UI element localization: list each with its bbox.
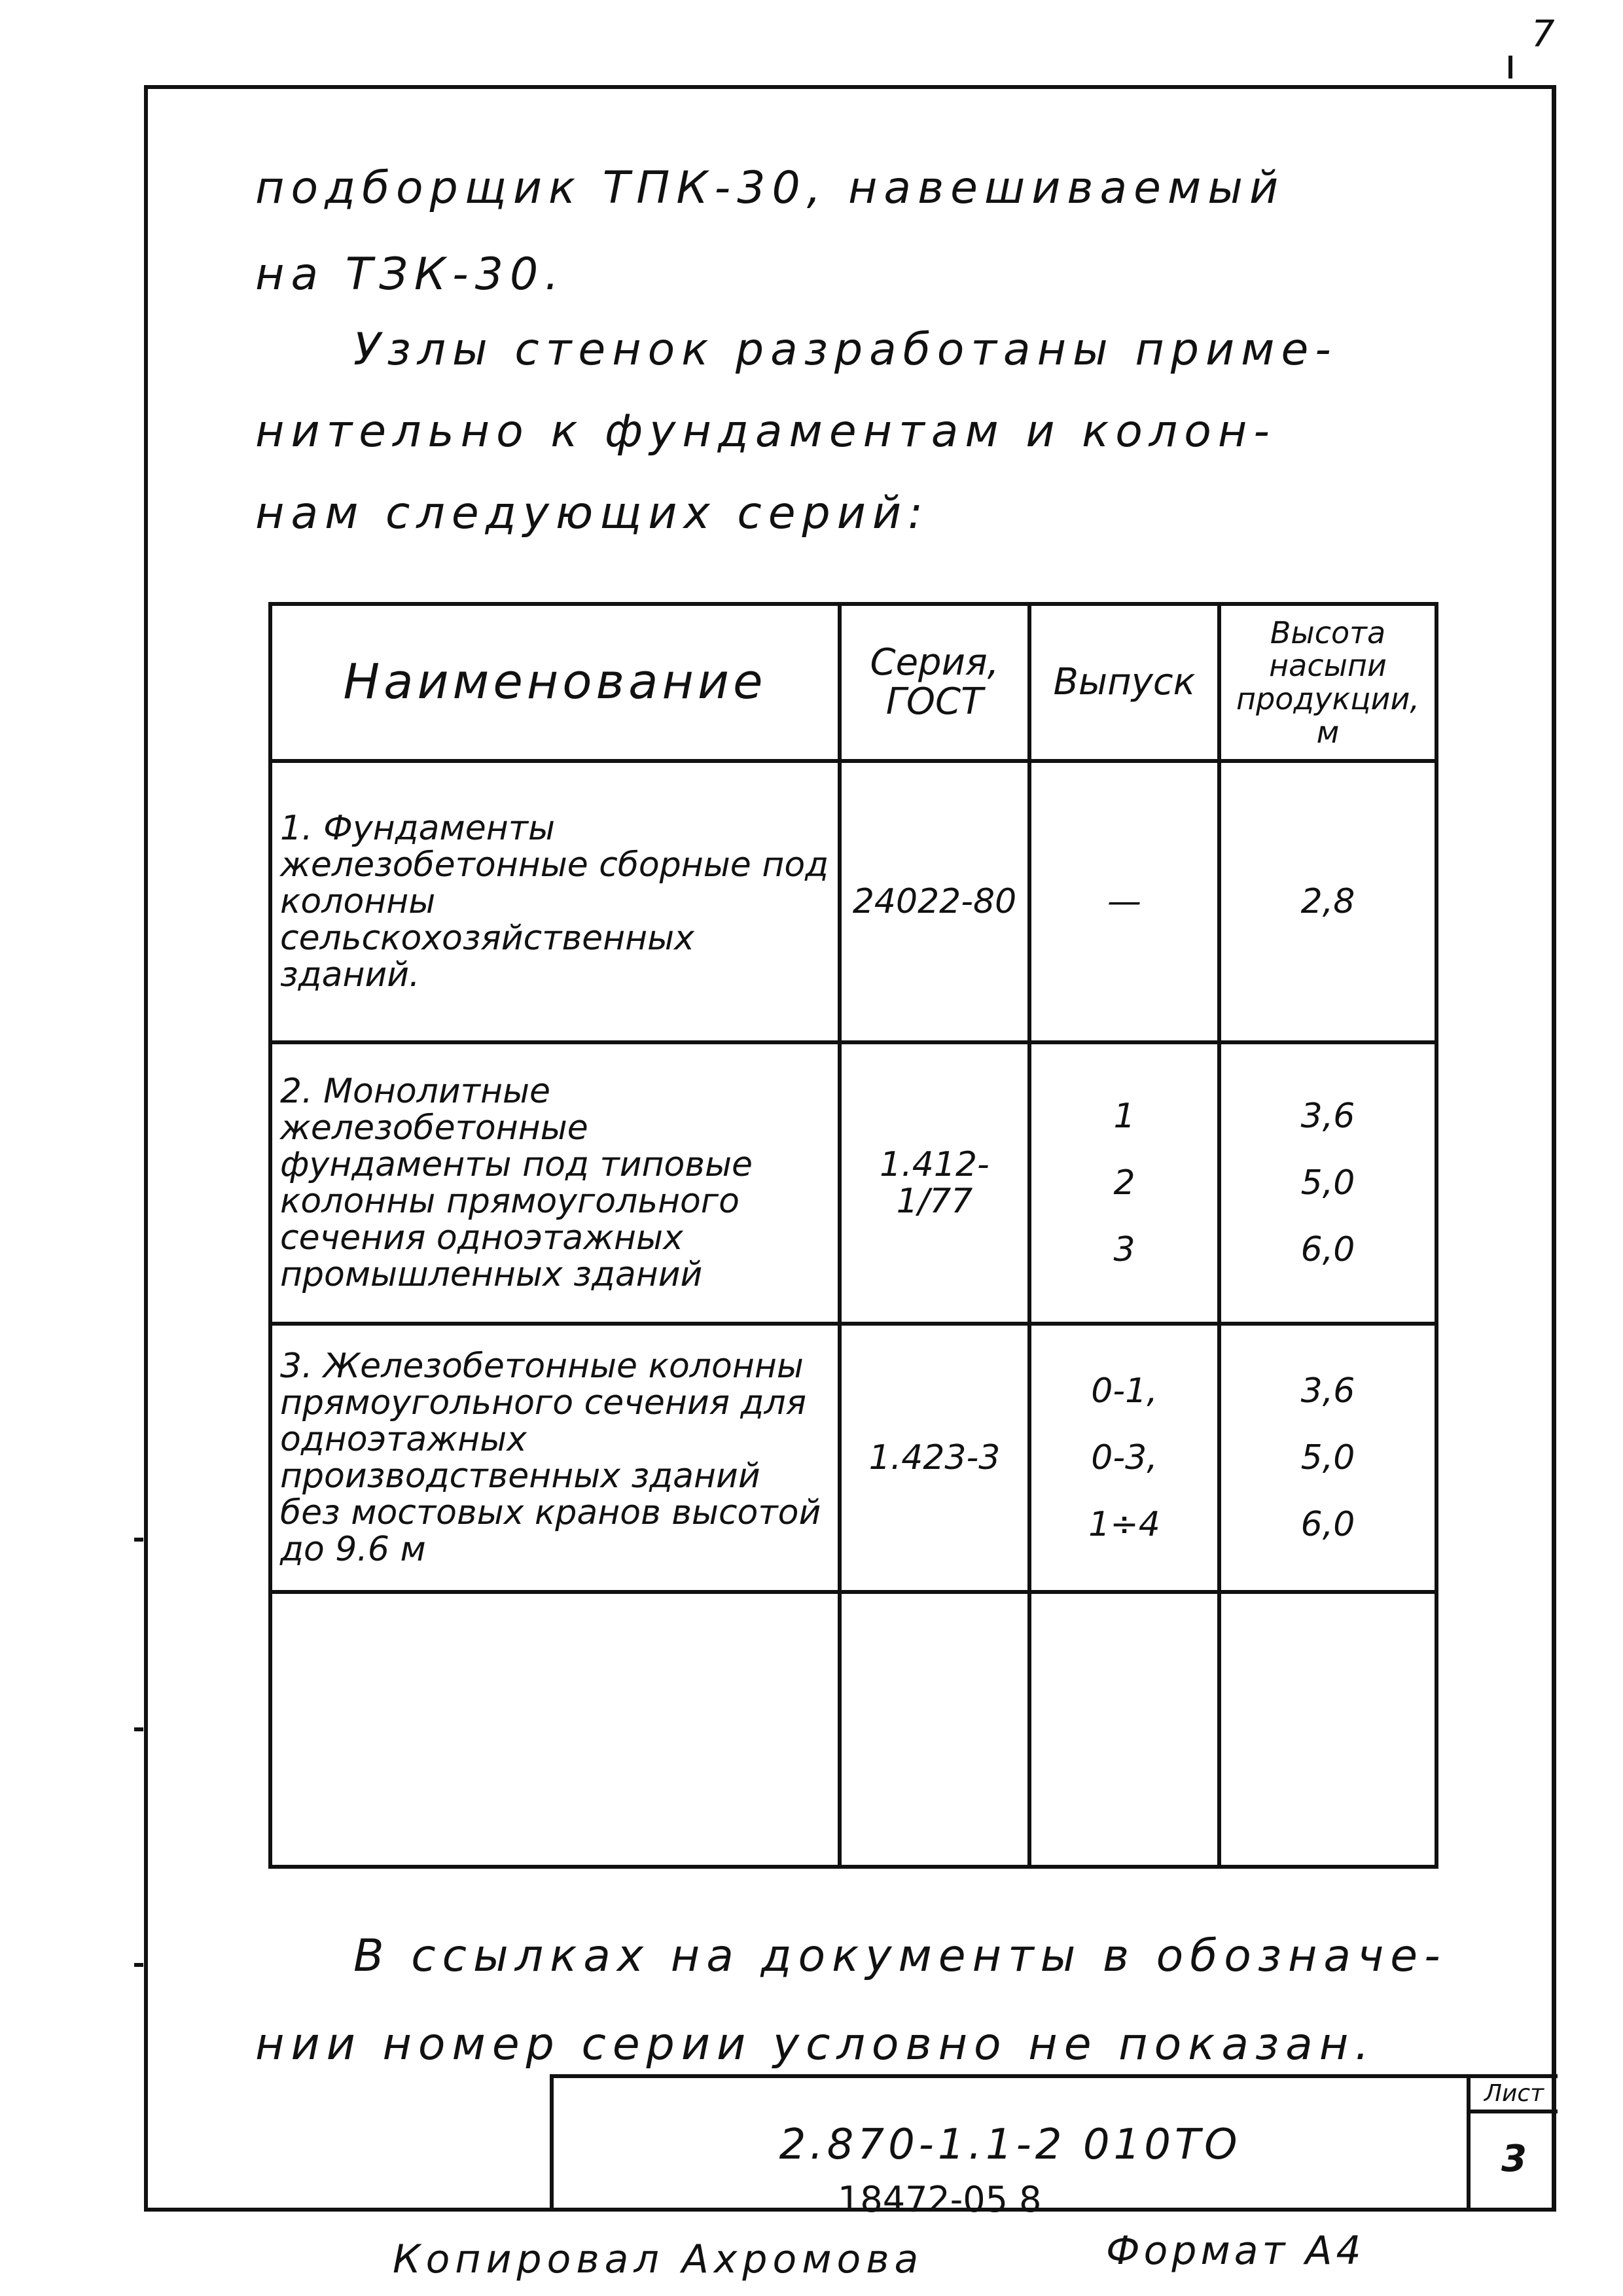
note-line: нии номер серии условно не показан. — [255, 2019, 1376, 2070]
height-value: 3,6 — [1300, 1371, 1355, 1411]
corner-tick-mark — [1508, 56, 1512, 79]
margin-tick — [134, 1963, 143, 1967]
margin-tick — [134, 1538, 143, 1542]
issue-value: 1 — [1113, 1096, 1135, 1136]
intro-line: на ТЗК-30. — [255, 249, 565, 300]
header-name: Наименование — [270, 604, 840, 761]
cell-name: 1. Фундаменты железобетонные сборные под колонны сельскохозяйственных зданий. — [270, 761, 840, 1042]
cell-issue — [1029, 1042, 1219, 1324]
issue-value: 0-3, — [1091, 1438, 1158, 1477]
cell-empty — [270, 1592, 840, 1867]
note-line: В ссылках на документы в обозначе- — [353, 1930, 1447, 1982]
height-value: 3,6 — [1300, 1096, 1355, 1136]
page-corner-number: 7 — [1531, 13, 1555, 56]
header-series: Серия, ГОСТ — [840, 604, 1029, 761]
intro-line: нительно к фундаментам и колон- — [255, 406, 1276, 457]
cell-height — [1219, 761, 1436, 1042]
title-block — [550, 2074, 1558, 2212]
cell-series: 1.423-3 — [840, 1324, 1029, 1592]
document-code: 2.870-1.1-2 010ТО — [779, 2121, 1241, 2169]
cell-height — [1219, 1324, 1436, 1592]
cell-empty — [1219, 1592, 1436, 1867]
height-value: 5,0 — [1300, 1163, 1355, 1203]
cell-name: 2. Монолитные железобетонные фундаменты под типовые колонны прямоугольного сечения одноэтажных промышленных зданий — [270, 1042, 840, 1324]
sheet-box — [1467, 2078, 1558, 2212]
paper-format: Формат А4 — [1106, 2228, 1365, 2274]
intro-line: нам следующих серий: — [255, 487, 930, 539]
issue-value: 3 — [1113, 1230, 1135, 1270]
issue-value: 0-1, — [1091, 1371, 1158, 1411]
sheet-label: Лист — [1471, 2078, 1558, 2113]
cell-empty — [1029, 1592, 1219, 1867]
cell-series: 1.412-1/77 — [840, 1042, 1029, 1324]
cell-issue — [1029, 1324, 1219, 1592]
issue-value: — — [1107, 881, 1141, 921]
header-height: Высота насыпи продукции, м — [1219, 604, 1436, 761]
cell-height — [1219, 1042, 1436, 1324]
intro-line: подборщик ТПК-30, навешиваемый — [255, 162, 1285, 214]
cell-issue — [1029, 761, 1219, 1042]
intro-line: Узлы стенок разработаны приме- — [353, 324, 1338, 376]
margin-tick — [134, 1727, 143, 1731]
height-value: 5,0 — [1300, 1438, 1355, 1477]
cell-empty — [840, 1592, 1029, 1867]
height-value: 2,8 — [1300, 881, 1355, 921]
issue-value: 2 — [1113, 1163, 1135, 1203]
table-row-empty — [270, 1592, 1436, 1867]
table-header-row — [270, 604, 1436, 761]
cell-series: 24022-80 — [840, 761, 1029, 1042]
table-row — [270, 1042, 1436, 1324]
copied-by: Копировал Ахромова — [393, 2236, 924, 2282]
header-issue: Выпуск — [1029, 604, 1219, 761]
cell-name: 3. Железобетонные колонны прямоугольного сечения для одноэтажных производственных зданий без мостовых кранов высотой до 9.6 м — [270, 1324, 840, 1592]
issue-value: 1÷4 — [1088, 1505, 1160, 1545]
sheet-number: 3 — [1501, 2138, 1527, 2180]
inventory-number: 18472-05 8 — [838, 2179, 1042, 2220]
series-table — [268, 602, 1438, 1869]
table-row — [270, 761, 1436, 1042]
height-value: 6,0 — [1300, 1505, 1355, 1545]
table-row — [270, 1324, 1436, 1592]
height-value: 6,0 — [1300, 1230, 1355, 1270]
